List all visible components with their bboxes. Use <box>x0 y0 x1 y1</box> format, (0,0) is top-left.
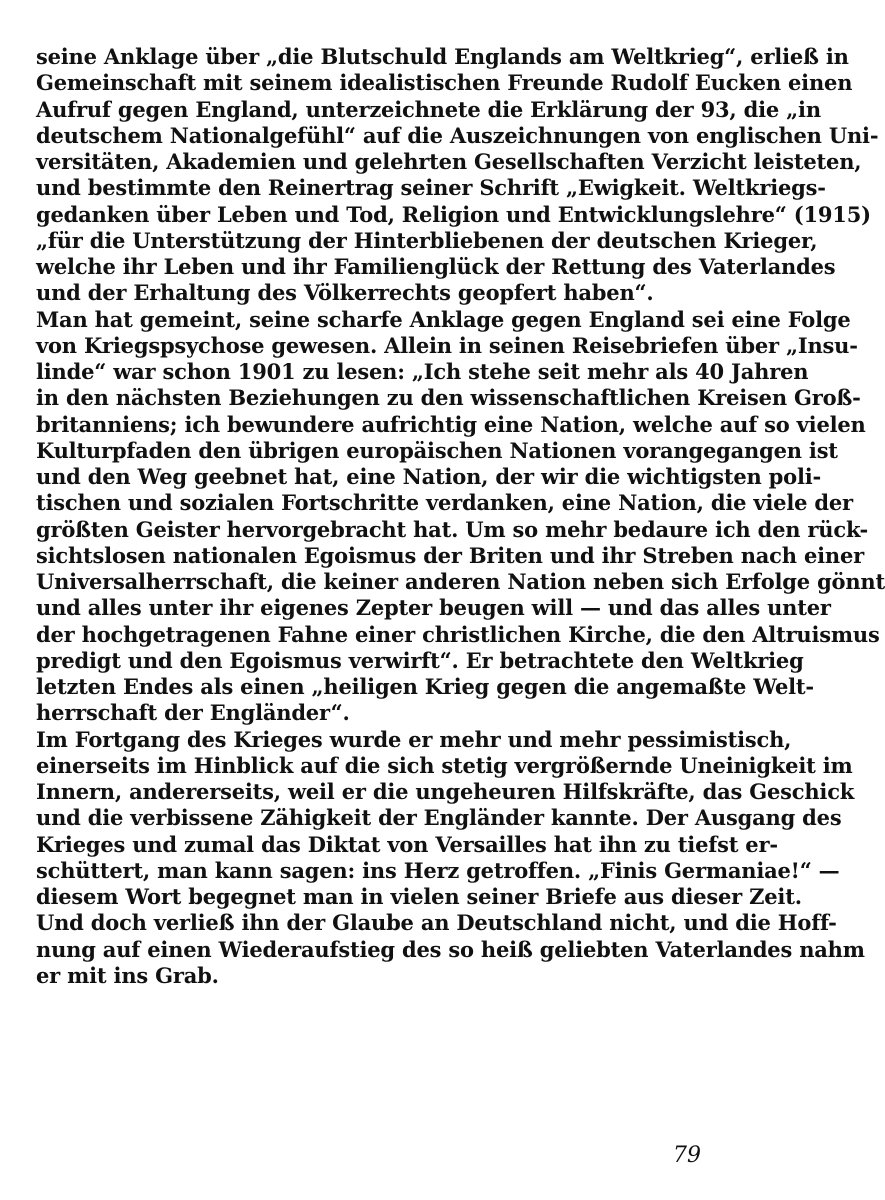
text-line: größten Geister hervorgebracht hat. Um so mehr bedaure ich den rück- <box>36 516 868 542</box>
text-line: einerseits im Hinblick auf die sich stetig vergrößernde Uneinigkeit im <box>36 752 853 778</box>
text-line: linde“ war schon 1901 zu lesen: „Ich stehe seit mehr als 40 Jahren <box>36 359 809 384</box>
text-line: der hochgetragenen Fahne einer christlichen Kirche, die den Altruismus <box>36 621 880 647</box>
paragraph-1 <box>36 44 879 307</box>
text-line: sichtslosen nationalen Egoismus der Briten und ihr Streben nach einer <box>36 542 864 568</box>
text-line: nung auf einen Wiederaufstieg des so heiß geliebten Vaterlandes nahm <box>36 936 865 962</box>
text-line: und den Weg geebnet hat, eine Nation, der wir die wichtigsten poli- <box>36 464 822 489</box>
text-line: herrschaft der Engländer“. <box>36 700 350 726</box>
text-line: britanniens; ich bewundere aufrichtig eine Nation, welche auf so vielen <box>36 411 866 437</box>
text-line: Innern, andererseits, weil er die ungeheuren Hilfskräfte, das Geschick <box>36 779 855 804</box>
text-line: schüttert, man kann sagen: ins Herz getroffen. „Finis Germaniae!“ — <box>36 857 840 883</box>
text-line: letzten Endes als einen „heiligen Krieg gegen die angemaßte Welt- <box>36 674 814 699</box>
text-line: Universalherrschaft, die keiner anderen Nation neben sich Erfolge gönnt <box>36 569 885 594</box>
text-line: Krieges und zumal das Diktat von Versailles hat ihn zu tiefst er- <box>36 831 778 857</box>
text-line: diesem Wort begegnet man in vielen seiner Briefe aus dieser Zeit. <box>36 884 802 909</box>
text-line: Im Fortgang des Krieges wurde er mehr und mehr pessimistisch, <box>36 726 792 752</box>
text-line: in den nächsten Beziehungen zu den wissenschaftlichen Kreisen Groß- <box>36 385 861 411</box>
text-line: Kulturpfaden den übrigen europäischen Nationen vorangegangen ist <box>36 437 838 463</box>
text-line: gedanken über Leben und Tod, Religion und Entwicklungslehre“ (1915) <box>36 201 871 227</box>
text-line: deutschem Nationalgefühl“ auf die Auszeichnungen von englischen Uni- <box>36 122 879 148</box>
text-line: Und doch verließ ihn der Glaube an Deutschland nicht, und die Hoff- <box>36 910 837 936</box>
text-line: tischen und sozialen Fortschritte verdanken, eine Nation, die viele der <box>36 490 853 516</box>
text-line: er mit ins Grab. <box>36 962 219 988</box>
text-line: versitäten, Akademien und gelehrten Gesellschaften Verzicht leisteten, <box>36 149 862 174</box>
text-line: Aufruf gegen England, unterzeichnete die Erklärung der 93, die „in <box>36 96 821 122</box>
text-line: und die verbissene Zähigkeit der Engländer kannte. Der Ausgang des <box>36 805 842 831</box>
text-line: und alles unter ihr eigenes Zepter beugen will — und das alles unter <box>36 595 831 621</box>
text-line: seine Anklage über „die Blutschuld Englands am Weltkrieg“, erließ in <box>36 44 849 69</box>
text-line: Gemeinschaft mit seinem idealistischen Freunde Rudolf Eucken einen <box>36 70 853 96</box>
text-line: von Kriegspsychose gewesen. Allein in seinen Reisebriefen über „Insu- <box>36 332 858 358</box>
text-line: welche ihr Leben und ihr Familienglück der Rettung des Vaterlandes <box>36 254 836 279</box>
text-line: predigt und den Egoismus verwirft“. Er betrachtete den Weltkrieg <box>36 647 804 673</box>
text-line: „für die Unterstützung der Hinterbliebenen der deutschen Krieger, <box>36 227 818 253</box>
paragraph-2 <box>36 306 885 727</box>
page-number: 79 <box>673 1143 701 1168</box>
text-line: und der Erhaltung des Völkerrechts geopfert haben“. <box>36 280 654 306</box>
text-line: und bestimmte den Reinertrag seiner Schrift „Ewigkeit. Weltkriegs- <box>36 175 826 201</box>
paragraph-3 <box>36 726 865 990</box>
text-line: Man hat gemeint, seine scharfe Anklage gegen England sei eine Folge <box>36 306 851 332</box>
body-text <box>36 44 885 989</box>
